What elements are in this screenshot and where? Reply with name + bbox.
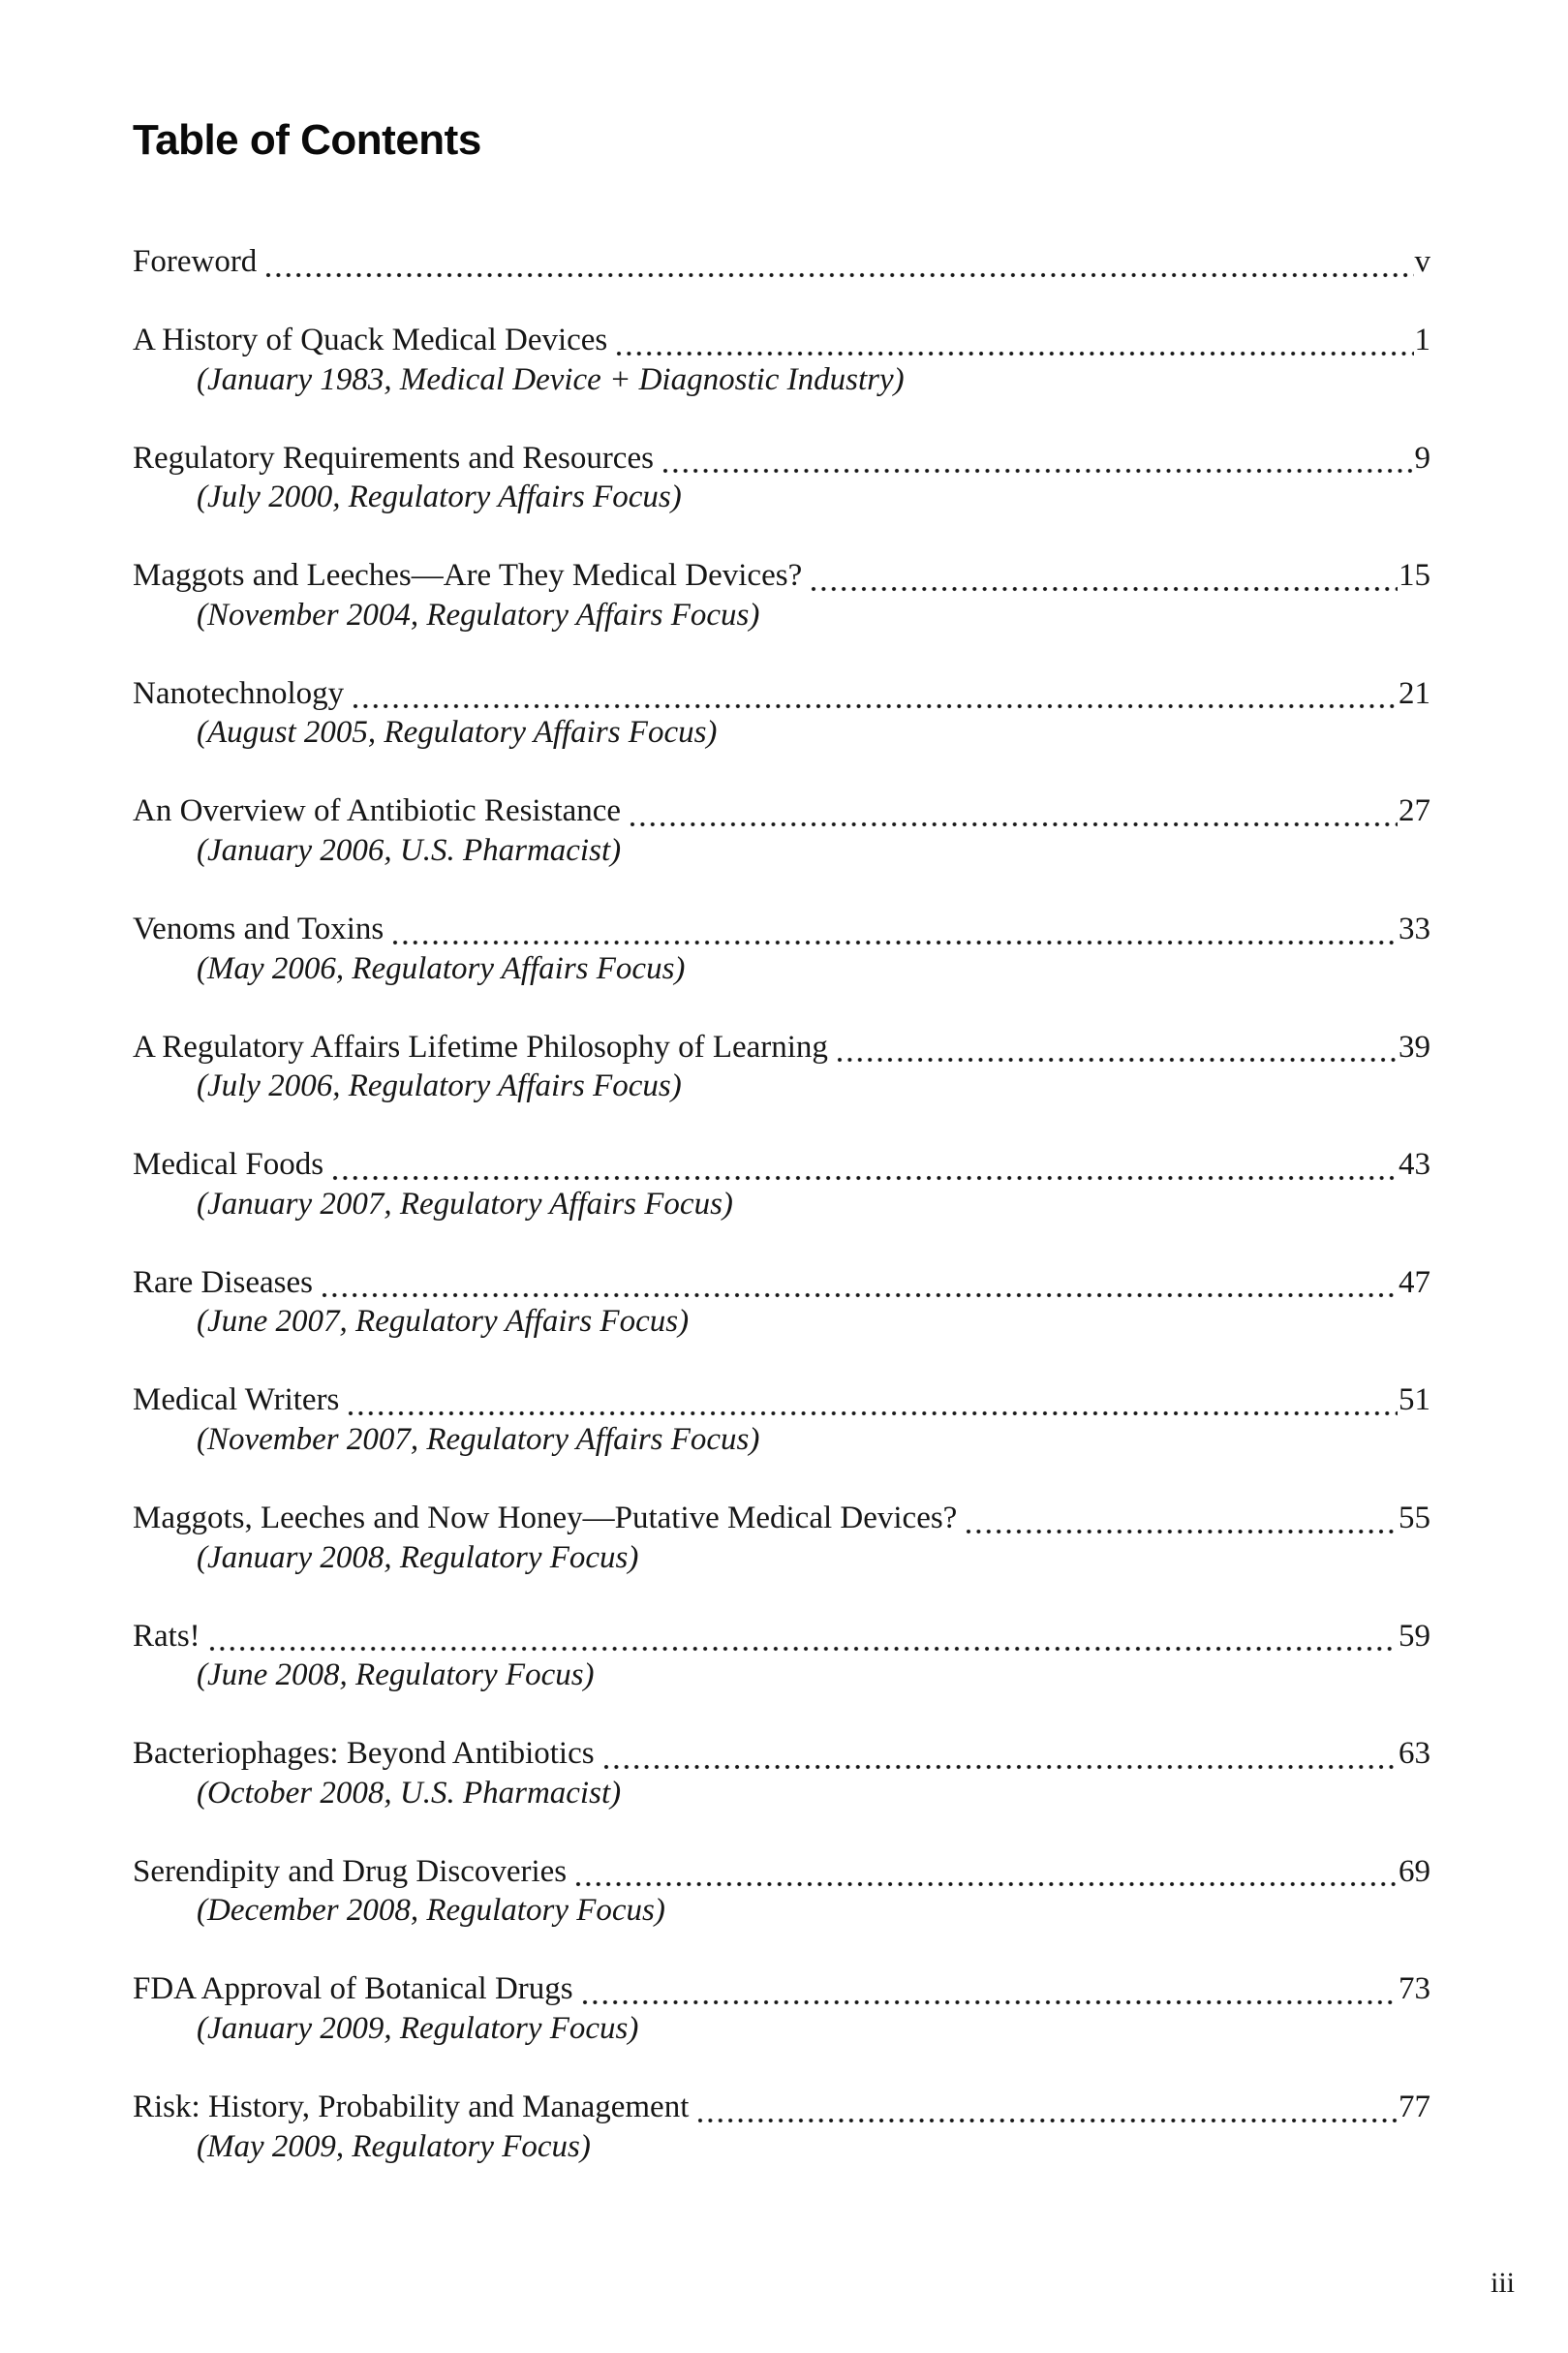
toc-entry-title: Venoms and Toxins <box>133 912 384 947</box>
footer-page-number: iii <box>1490 2267 1515 2299</box>
dot-leader <box>320 1263 1398 1303</box>
toc-entry-page-number: 63 <box>1399 1736 1430 1772</box>
toc-entry-page-number: 51 <box>1399 1382 1430 1418</box>
toc-entry-row <box>133 1028 1430 1068</box>
toc-entry-page-number: 77 <box>1399 2090 1430 2124</box>
toc-entry-title: A Regulatory Affairs Lifetime Philosophy of Learning <box>133 1029 828 1065</box>
dot-leader <box>695 2088 1398 2127</box>
toc-entry-page-number: 69 <box>1399 1853 1430 1889</box>
toc-entry-source: (December 2008, Regulatory Focus) <box>197 1893 665 1929</box>
dot-leader <box>573 1852 1398 1892</box>
toc-entry-row <box>133 1852 1430 1892</box>
toc-entry-page-number: 55 <box>1399 1501 1430 1536</box>
toc-entry-source: (October 2008, U.S. Pharmacist) <box>197 1775 622 1811</box>
toc-entry <box>133 242 1430 282</box>
dot-leader <box>835 1028 1398 1068</box>
toc-entry-title: Rats! <box>133 1618 200 1654</box>
toc-entry-page-number: 73 <box>1399 1971 1430 2007</box>
toc-entry-title: Risk: History, Probability and Management <box>133 2090 690 2124</box>
toc-entry-source: (May 2009, Regulatory Focus) <box>197 2128 591 2164</box>
toc-entry-page-number: v <box>1414 244 1430 279</box>
page-title: Table of Contents <box>133 116 481 164</box>
toc-entry <box>133 1263 1430 1342</box>
toc-entry-title: Medical Writers <box>133 1382 340 1418</box>
toc-entry-row <box>133 1263 1430 1303</box>
toc-entry <box>133 791 1430 870</box>
dot-leader <box>964 1499 1398 1538</box>
toc-entry-row <box>133 2088 1430 2127</box>
dot-leader <box>207 1617 1398 1656</box>
toc-entry-row <box>133 1380 1430 1420</box>
toc-entry-row <box>133 1734 1430 1774</box>
toc-entry-title: FDA Approval of Botanical Drugs <box>133 1971 573 2007</box>
toc-entry-page-number: 1 <box>1414 323 1430 358</box>
toc-entry <box>133 1617 1430 1695</box>
toc-entry <box>133 1734 1430 1812</box>
toc-entry-source: (May 2006, Regulatory Affairs Focus) <box>197 950 686 986</box>
dot-leader <box>390 910 1398 949</box>
dot-leader <box>809 556 1398 596</box>
toc-entry-page-number: 9 <box>1414 440 1430 476</box>
toc-entry-page-number: 39 <box>1399 1029 1430 1065</box>
dot-leader <box>661 439 1414 479</box>
toc-entry-title: Rare Diseases <box>133 1264 314 1300</box>
toc-entry-row <box>133 556 1430 596</box>
toc-entry-source: (January 2007, Regulatory Affairs Focus) <box>197 1186 733 1222</box>
toc-entry-title: Nanotechnology <box>133 675 345 711</box>
toc-entry-title: An Overview of Antibiotic Resistance <box>133 793 622 829</box>
toc-entry-source: (January 1983, Medical Device + Diagnostic Industry) <box>197 361 905 397</box>
toc-entry-row <box>133 674 1430 714</box>
toc-entry-row <box>133 1617 1430 1656</box>
toc-entry-source: (November 2004, Regulatory Affairs Focus) <box>197 597 760 633</box>
toc-entry <box>133 1499 1430 1577</box>
dot-leader <box>628 791 1398 831</box>
dot-leader <box>614 321 1413 360</box>
toc-entry-row <box>133 910 1430 949</box>
toc-list <box>133 242 1430 2206</box>
toc-entry <box>133 556 1430 635</box>
toc-entry <box>133 1028 1430 1106</box>
toc-entry-source: (January 2009, Regulatory Focus) <box>197 2010 639 2046</box>
toc-entry-source: (January 2008, Regulatory Focus) <box>197 1539 639 1575</box>
toc-entry-row <box>133 321 1430 360</box>
toc-entry-page-number: 21 <box>1399 675 1430 711</box>
toc-entry-source: (January 2006, U.S. Pharmacist) <box>197 832 622 868</box>
dot-leader <box>601 1734 1398 1774</box>
toc-entry-title: A History of Quack Medical Devices <box>133 323 608 358</box>
toc-entry-title: Regulatory Requirements and Resources <box>133 440 654 476</box>
toc-entry-page-number: 33 <box>1399 912 1430 947</box>
toc-entry-source: (November 2007, Regulatory Affairs Focus) <box>197 1421 760 1457</box>
toc-entry-page-number: 27 <box>1399 793 1430 829</box>
toc-entry-source: (June 2008, Regulatory Focus) <box>197 1657 595 1693</box>
toc-entry-title: Bacteriophages: Beyond Antibiotics <box>133 1736 595 1772</box>
toc-entry-source: (June 2007, Regulatory Affairs Focus) <box>197 1304 690 1340</box>
toc-entry <box>133 1380 1430 1459</box>
toc-entry <box>133 1145 1430 1223</box>
toc-entry-title: Medical Foods <box>133 1147 324 1183</box>
dot-leader <box>330 1145 1398 1185</box>
toc-entry-title: Serendipity and Drug Discoveries <box>133 1853 568 1889</box>
toc-entry <box>133 321 1430 399</box>
toc-entry-row <box>133 1969 1430 2009</box>
toc-entry-page-number: 59 <box>1399 1618 1430 1654</box>
toc-entry-title: Foreword <box>133 244 258 279</box>
toc-entry-row <box>133 1145 1430 1185</box>
toc-entry-source: (July 2000, Regulatory Affairs Focus) <box>197 480 682 515</box>
dot-leader <box>580 1969 1398 2009</box>
toc-entry-row <box>133 1499 1430 1538</box>
toc-entry-title: Maggots, Leeches and Now Honey—Putative Medical Devices? <box>133 1501 958 1536</box>
toc-entry <box>133 2088 1430 2166</box>
toc-entry-page-number: 43 <box>1399 1147 1430 1183</box>
dot-leader <box>351 674 1398 714</box>
toc-entry <box>133 1852 1430 1931</box>
toc-entry <box>133 910 1430 988</box>
toc-entry <box>133 439 1430 517</box>
toc-entry <box>133 1969 1430 2048</box>
toc-entry-row <box>133 439 1430 479</box>
toc-entry-source: (August 2005, Regulatory Affairs Focus) <box>197 715 718 751</box>
toc-entry-row <box>133 791 1430 831</box>
toc-entry-source: (July 2006, Regulatory Affairs Focus) <box>197 1068 682 1104</box>
toc-entry-page-number: 47 <box>1399 1264 1430 1300</box>
toc-entry <box>133 674 1430 753</box>
toc-entry-title: Maggots and Leeches—Are They Medical Devices? <box>133 558 803 594</box>
dot-leader <box>346 1380 1398 1420</box>
toc-entry-page-number: 15 <box>1399 558 1430 594</box>
dot-leader <box>263 242 1413 282</box>
toc-entry-row <box>133 242 1430 282</box>
